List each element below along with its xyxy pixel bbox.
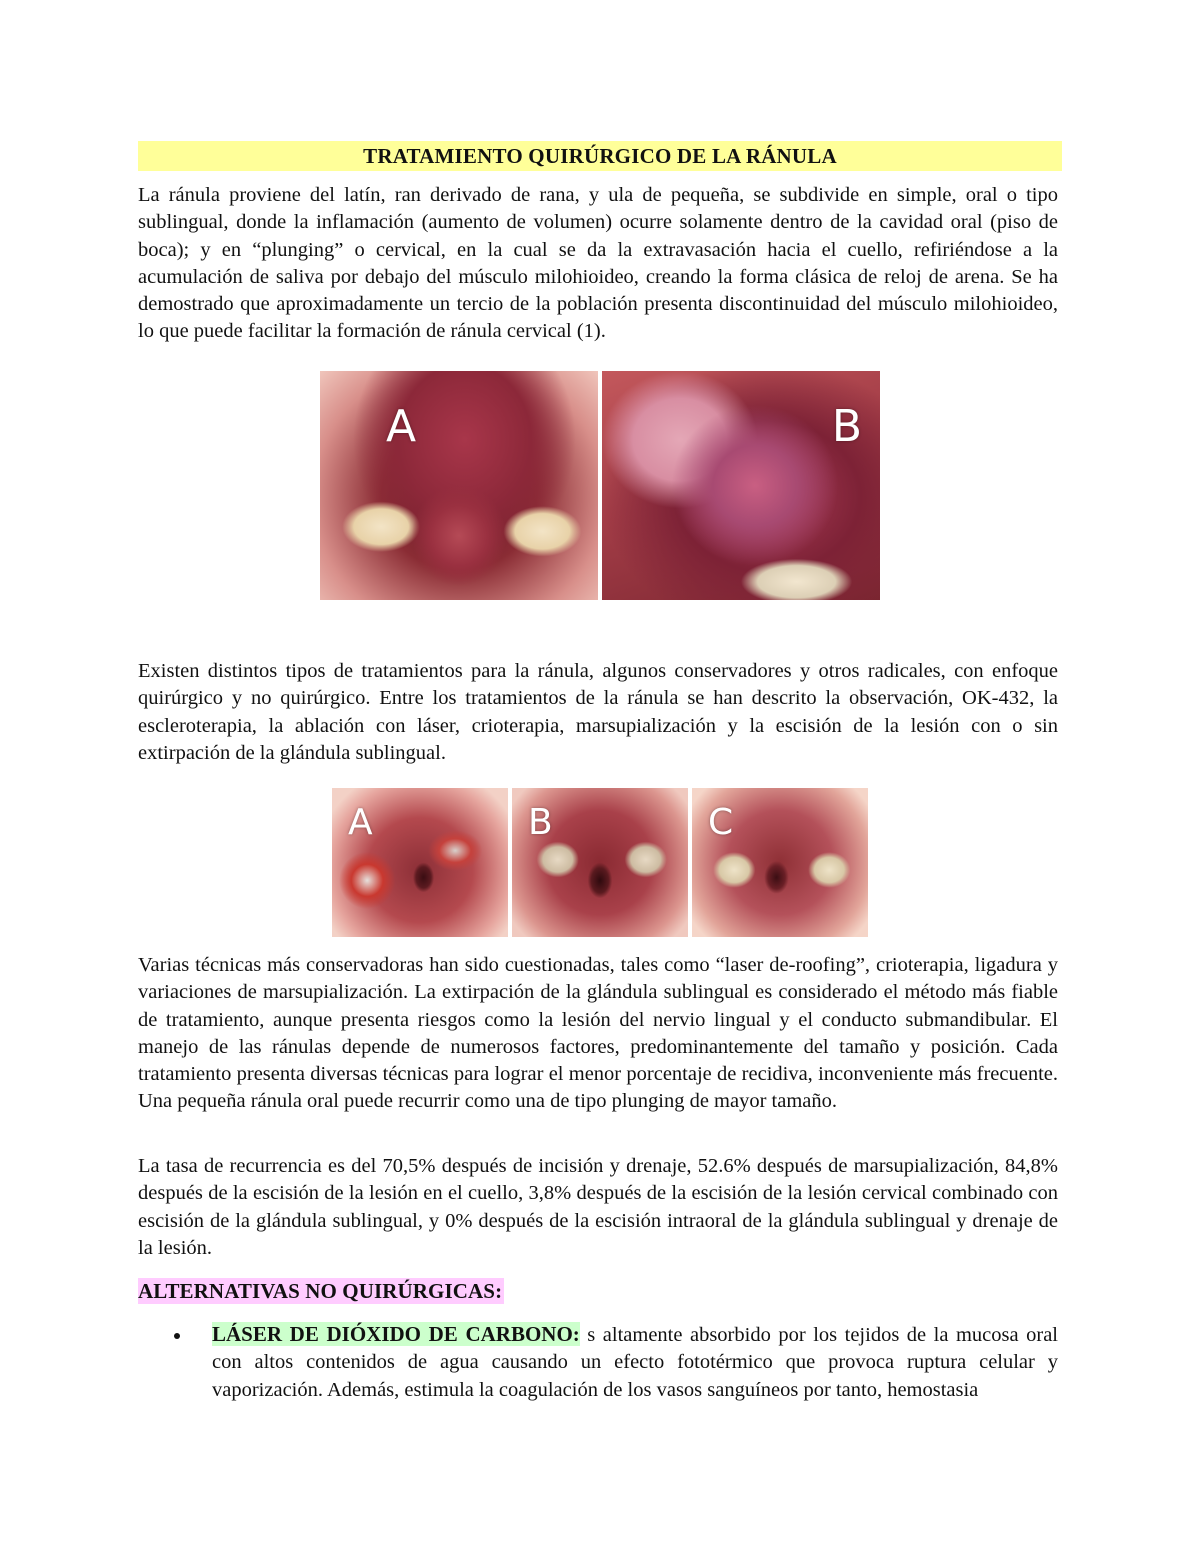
panel-label-c: C [708,802,734,843]
panel-label-a: A [386,401,417,452]
section-heading: ALTERNATIVAS NO QUIRÚRGICAS: [138,1279,503,1303]
bullet-icon [174,1333,180,1339]
photo-panel-b [512,788,688,937]
figure-surgical-steps [332,788,868,937]
paragraph-recurrence: La tasa de recurrencia es del 70,5% después de incisión y drenaje, 52.6% después de marsupialización, 84,8% después de la escisión de la lesión en el cuello, 3,8% después de la escisión de la lesión cervical combinado con escisión de la glándula sublingual, y 0% después de la escisión intraoral de la glándula sublingual y drenaje de la lesión. [138,1155,1058,1259]
bullet-body: s altamente absorbido por los tejidos de la mucosa oral con altos contenidos de agua causando un efecto fototérmico que provoca ruptura celular y vaporización. Además, estimula la coagulación de los vasos sanguíneos por tanto, hemostasia [212,1324,1058,1401]
photo-panel-c [692,788,868,937]
panel-label-b: B [528,802,553,843]
paragraph-intro: La ránula proviene del latín, ran derivado de rana, y ula de pequeña, se subdivide en simple, oral o tipo sublingual, donde la inflamación (aumento de volumen) ocurre solamente dentro de la cavidad oral (piso de boca); y en “plunging” o cervical, en la cual se da la extravasación hacia el cuello, refiriéndose a la acumulación de saliva por debajo del músculo milohioideo, creando la forma clásica de reloj de arena. Se ha demostrado que aproximadamente un tercio de la población presenta discontinuidad del músculo milohioideo, lo que puede facilitar la formación de ránula cervical (1). [138,184,1058,343]
panel-label-b: B [831,401,862,452]
bullet-label: LÁSER DE DIÓXIDO DE CARBONO: [212,1322,580,1346]
paragraph-techniques: Varias técnicas más conservadoras han sido cuestionadas, tales como “laser de-roofing”, crioterapia, ligadura y variaciones de marsupialización. La extirpación de la glándula sublingual es considerado el método más fiable de tratamiento, aunque presenta riesgos como la lesión del nervio lingual y el conducto submandibular. El manejo de las ránulas depende de numerosos factores, predominantemente del tamaño y posición. Cada tratamiento presenta diversas técnicas para lograr el menor porcentaje de recidiva, inconveniente más frecuente. Una pequeña ránula oral puede recurrir como una de tipo plunging de mayor tamaño. [138,954,1058,1113]
photo-panel-a [320,371,598,600]
paragraph-treatments: Existen distintos tipos de tratamientos para la ránula, algunos conservadores y otros radicales, con enfoque quirúrgico y no quirúrgico. Entre los tratamientos de la ránula se han descrito la observación, OK-432, la escleroterapia, la ablación con láser, crioterapia, marsupialización y la escisión de la lesión con o sin extirpación de la glándula sublingual. [138,660,1058,764]
figure-ranula-types [320,371,880,600]
document-title: TRATAMIENTO QUIRÚRGICO DE LA RÁNULA [138,141,1062,171]
bullet-item [212,1321,1058,1404]
photo-panel-a [332,788,508,937]
panel-label-a: A [348,802,373,843]
photo-panel-b [602,371,880,600]
